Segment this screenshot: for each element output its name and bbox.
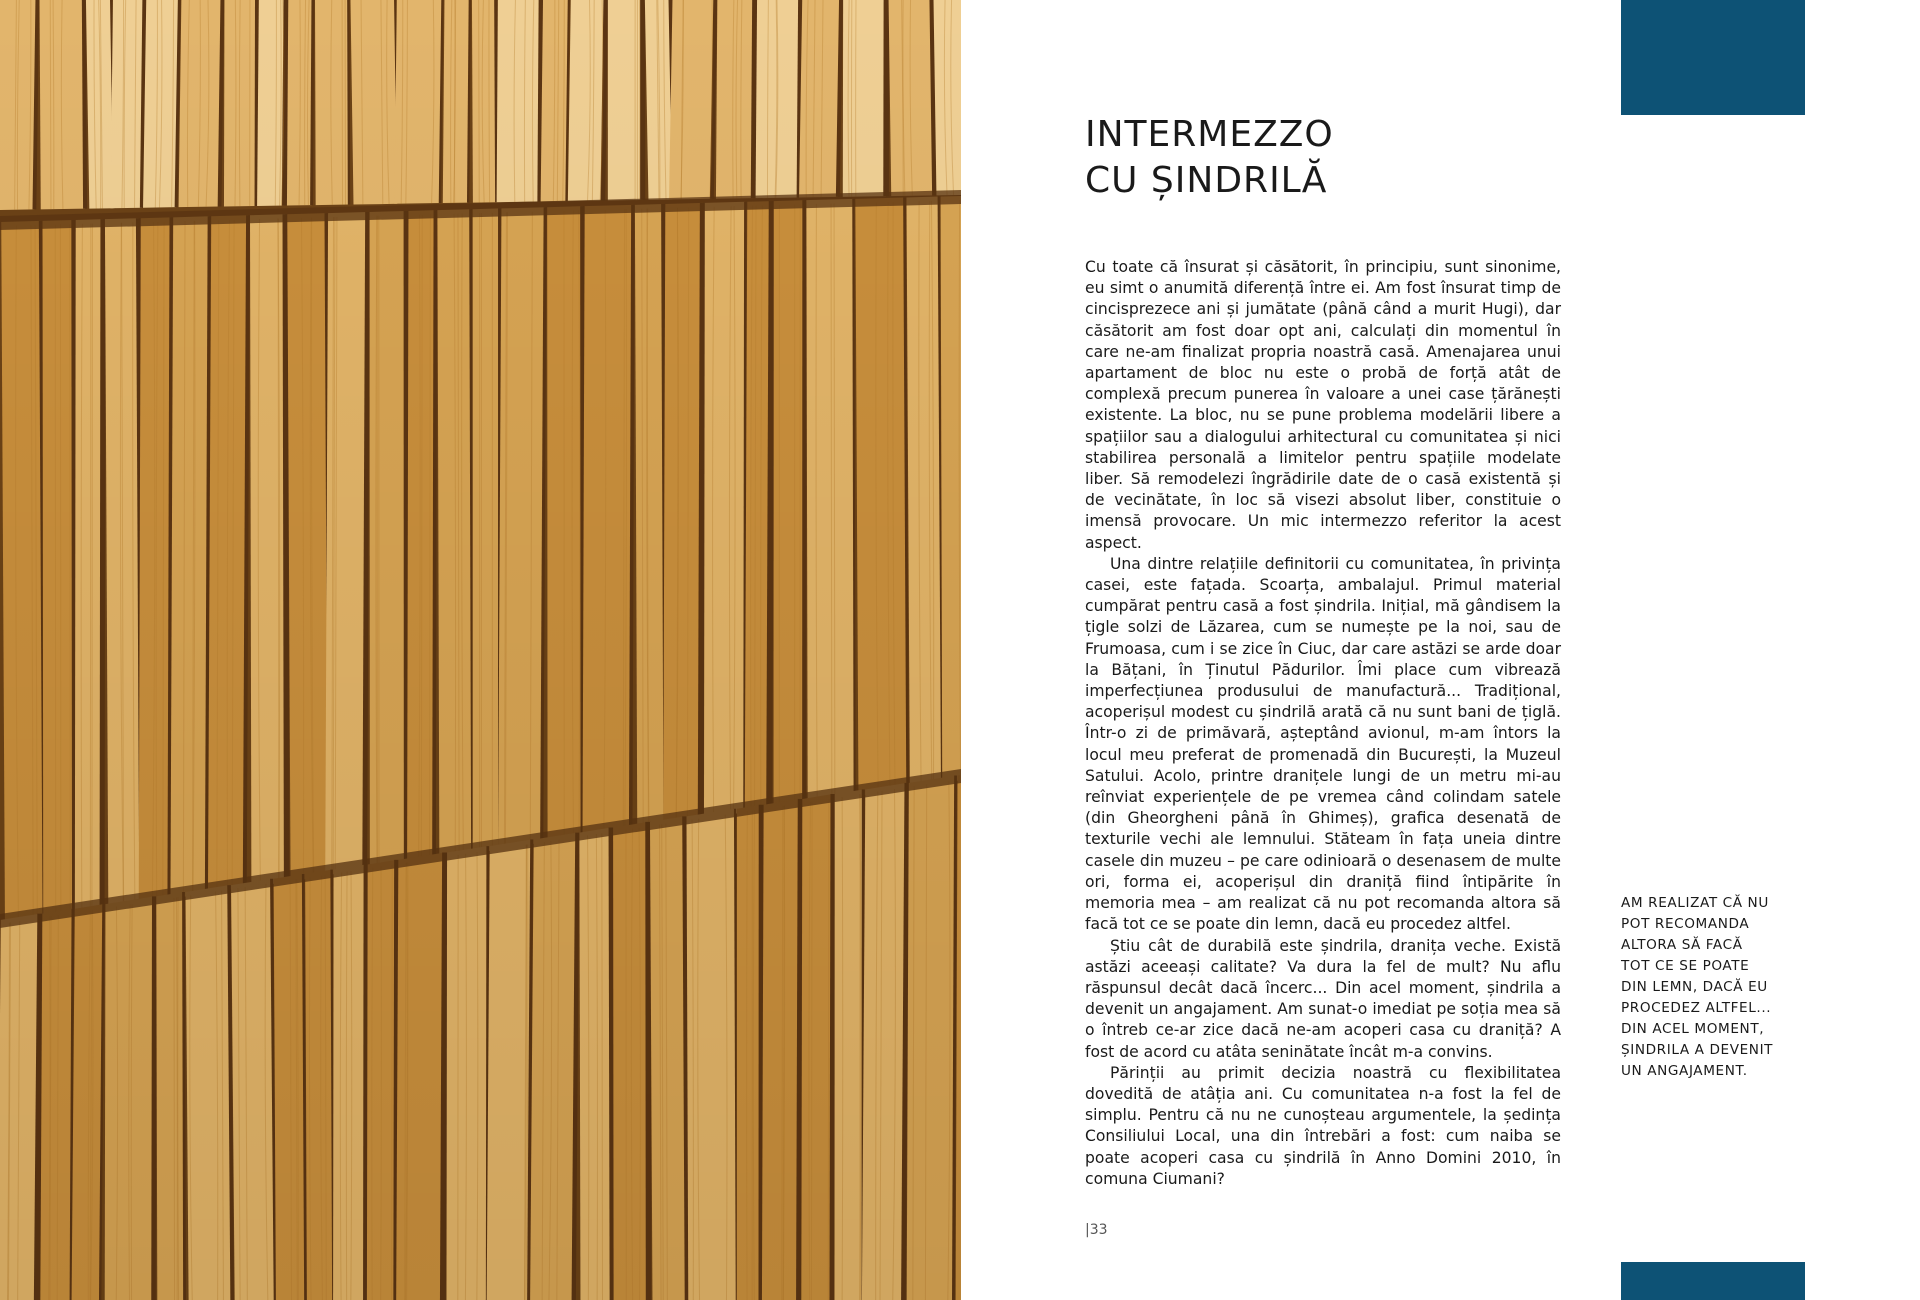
pull-quote-line: TOT CE SE POATE [1621, 958, 1750, 974]
body-paragraph: Știu cât de durabilă este șindrila, dranița veche. Există astăzi aceeași calitate? Va dura la fel de mult? Nu aflu răspunsul decât dacă încerc... Din acel moment, șindrila a devenit un angajament. Am sunat-o imediat pe soția mea să o întreb ce-ar zice dacă ne-am acoperi casa cu draniță? A fost de acord cu atâta seninătate încât m-a convins. [1085, 936, 1561, 1061]
pull-quote-line: ȘINDRILA A DEVENIT [1621, 1042, 1774, 1058]
pull-quote-line: UN ANGAJAMENT. [1621, 1063, 1748, 1079]
body-paragraph: Una dintre relațiile definitorii cu comunitatea, în privința casei, este fațada. Scoarța, ambalajul. Primul material cumpărat pentru casă a fost șindrila. Inițial, mă gândisem la țigle solzi de Lăzarea, cum se numește pe la noi, sau de Frumoasa, cum i se zice în Ciuc, dar care astăzi se arde doar la Bățani, în Ținutul Pădurilor. Îmi place cum vibrează imperfecțiunea produsului de manufactură... Tradițional, acoperișul modest cu șindrilă arată că nu sunt bani de țiglă. Într-o zi de primăvară, așteptând avionul, m-am întors la locul meu preferat de promenadă din București, la Muzeul Satului. Acolo, printre dranițele lungi de un metru mi-au reînviat experiențele de pe vremea când colindam satele (din Gheorgheni până în Ghimeș), grafica desenată de texturile vechi ale lemnului. Stăteam în fața uneia dintre casele din muzeu – pe care odinioară o desenasem de multe ori, forma ei, acoperișul din draniță fiind întipărite în memoria mea – am realizat că nu pot recomanda altora să facă tot ce se poate din lemn, dacă eu procedez altfel. [1085, 554, 1561, 934]
pull-quote-line: ALTORA SĂ FACĂ [1621, 937, 1743, 953]
pull-quote-line: POT RECOMANDA [1621, 916, 1750, 932]
body-paragraph: Părinții au primit decizia noastră cu flexibilitatea dovedită de atâția ani. Cu comunitatea n-a fost la fel de simplu. Pentru că nu ne cunoșteau argumentele, la ședința Consiliului Local, una din întrebări a fost: cum naiba se poate acoperi casa cu șindrilă în Anno Domini 2010, în comuna Ciumani? [1085, 1063, 1561, 1188]
pull-quote-line: DIN ACEL MOMENT, [1621, 1021, 1765, 1037]
pull-quote-line: AM REALIZAT CĂ NU [1621, 895, 1769, 911]
chapter-title-line-2: CU ȘINDRILĂ [1085, 160, 1328, 201]
accent-block-top [1621, 0, 1805, 115]
page-number: |33 [1085, 1222, 1108, 1238]
chapter-title [1085, 112, 1334, 204]
pull-quote-line: PROCEDEZ ALTFEL... [1621, 1000, 1772, 1016]
body-text [1085, 257, 1561, 1190]
pull-quote [1621, 893, 1791, 1082]
pull-quote-line: DIN LEMN, DACĂ EU [1621, 979, 1768, 995]
accent-block-bottom [1621, 1262, 1805, 1300]
body-paragraph: Cu toate că însurat și căsătorit, în principiu, sunt sinonime, eu simt o anumită diferență între ei. Am fost însurat timp de cincisprezece ani și jumătate (până când a murit Hugi), dar căsătorit am fost doar opt ani, calculați din momentul în care ne-am finalizat propria noastră casă. Amenajarea unui apartament de bloc nu este o probă de forță atât de complexă precum punerea în valoare a unei case țărănești existente. La bloc, nu se pune problema modelării libere a spațiilor sau a dialogului arhitectural cu comunitatea și nici stabilirea personală a limitelor pentru spațiile modelate liber. Să remodelezi îngrădirile date de o casă existentă și de vecinătate, în loc să visezi absolut liber, constituie o imensă provocare. Un mic intermezzo referitor la acest aspect. [1085, 258, 1561, 552]
chapter-title-line-1: INTERMEZZO [1085, 114, 1334, 155]
